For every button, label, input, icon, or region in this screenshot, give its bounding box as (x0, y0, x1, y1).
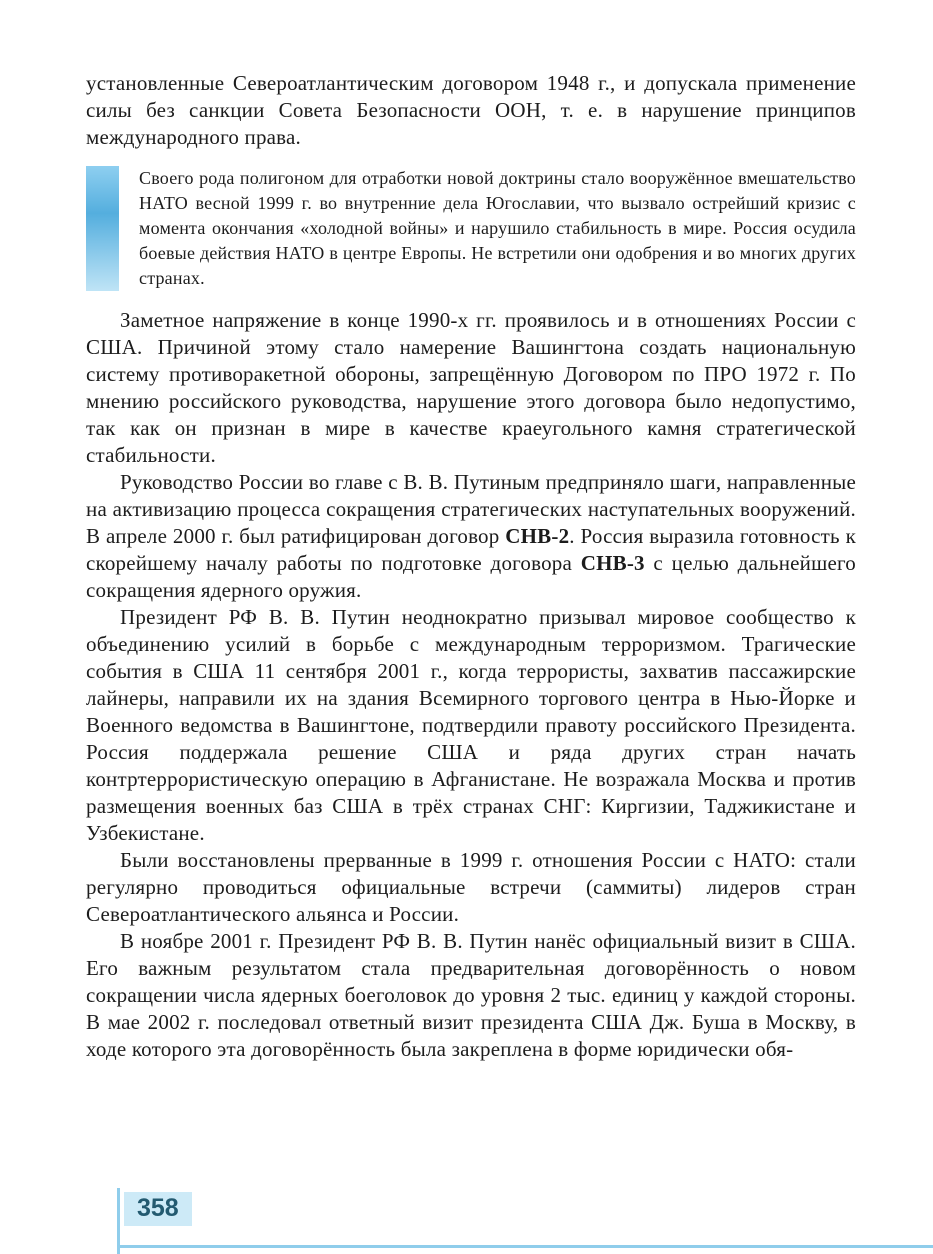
text-segment: Руководство России во главе с В. В. Путиным предприняло шаги, направленные на активизацию процесса сокращения стратегических наступательных вооружений. В апреле 2000 г. был ратифицирован договор (86, 470, 856, 548)
text-segment: Президент РФ В. В. Путин неоднократно призывал мировое сообщество к объединению усилий в борьбе с международным терроризмом. Трагические события в США 11 сентября 2001 г., когда террористы, захватив пассажирские лайнеры, направили их на здания Всемирного торгового центра в Нью-Йорке и Военного ведомства в Вашингтоне, подтвердили правоту российского Президента. Россия поддержала решение США и ряда других стран начать контртеррористическую операцию в Афганистане. Не возражала Москва и против размещения военных баз США в трёх странах СНГ: Киргизии, Таджикистане и Узбекистане. (86, 605, 856, 845)
text-segment: установленные Североатлантическим договором 1948 г., и допускала применение силы без санкции Совета Безопасности ООН, т. е. в нарушение принципов международного права. (86, 71, 856, 149)
body-paragraph (86, 604, 856, 847)
bold-term: СНВ-2 (505, 524, 570, 548)
body-paragraph (86, 847, 856, 928)
text-segment: . Россия выразила готовность к скорейшему началу работы по подготовке договора (86, 524, 856, 575)
text-segment: с целью дальнейшего сокращения ядерного оружия. (86, 551, 856, 602)
body-paragraph (86, 307, 856, 469)
text-segment: В ноябре 2001 г. Президент РФ В. В. Путин нанёс официальный визит в США. Его важным результатом стала предварительная договорённость о новом сокращении числа ядерных боеголовок до уровня 2 тыс. единиц у каждой стороны. В мае 2002 г. последовал ответный визит президента США Дж. Буша в Москву, в ходе которого эта договорённость была закреплена в форме юридически обя- (86, 929, 856, 1061)
text-segment: Своего рода полигоном для отработки новой доктрины стало вооружённое вмешательство НАТО весной 1999 г. во внутренние дела Югославии, что вызвало острейший кризис с момента окончания «холодной войны» и нарушило стабильность в мире. Россия осудила боевые действия НАТО в центре Европы. Не встретили они одобрения и во многих других странах. (139, 168, 856, 288)
text-segment: Заметное напряжение в конце 1990-х гг. проявилось и в отношениях России с США. Причиной этому стало намерение Вашингтона создать национальную систему противоракетной обороны, запрещённую Договором по ПРО 1972 г. По мнению российского руководства, нарушение этого договора было недопустимо, так как он признан в мире в качестве краеугольного камня стратегической стабильности. (86, 308, 856, 467)
bold-term: СНВ-3 (580, 551, 645, 575)
quote-paragraph (119, 166, 856, 291)
continuation-paragraph (86, 70, 856, 151)
quote-block (86, 166, 856, 291)
body-paragraph (86, 928, 856, 1063)
text-column (86, 70, 856, 1063)
quote-accent-bar (86, 166, 119, 291)
body-paragraph (86, 469, 856, 604)
text-segment: Были восстановлены прерванные в 1999 г. отношения России с НАТО: стали регулярно проводиться официальные встречи (саммиты) лидеров стран Североатлантического альянса и России. (86, 848, 856, 926)
footer-bottom-rule (119, 1245, 933, 1248)
page-number-badge: 358 (124, 1192, 192, 1226)
